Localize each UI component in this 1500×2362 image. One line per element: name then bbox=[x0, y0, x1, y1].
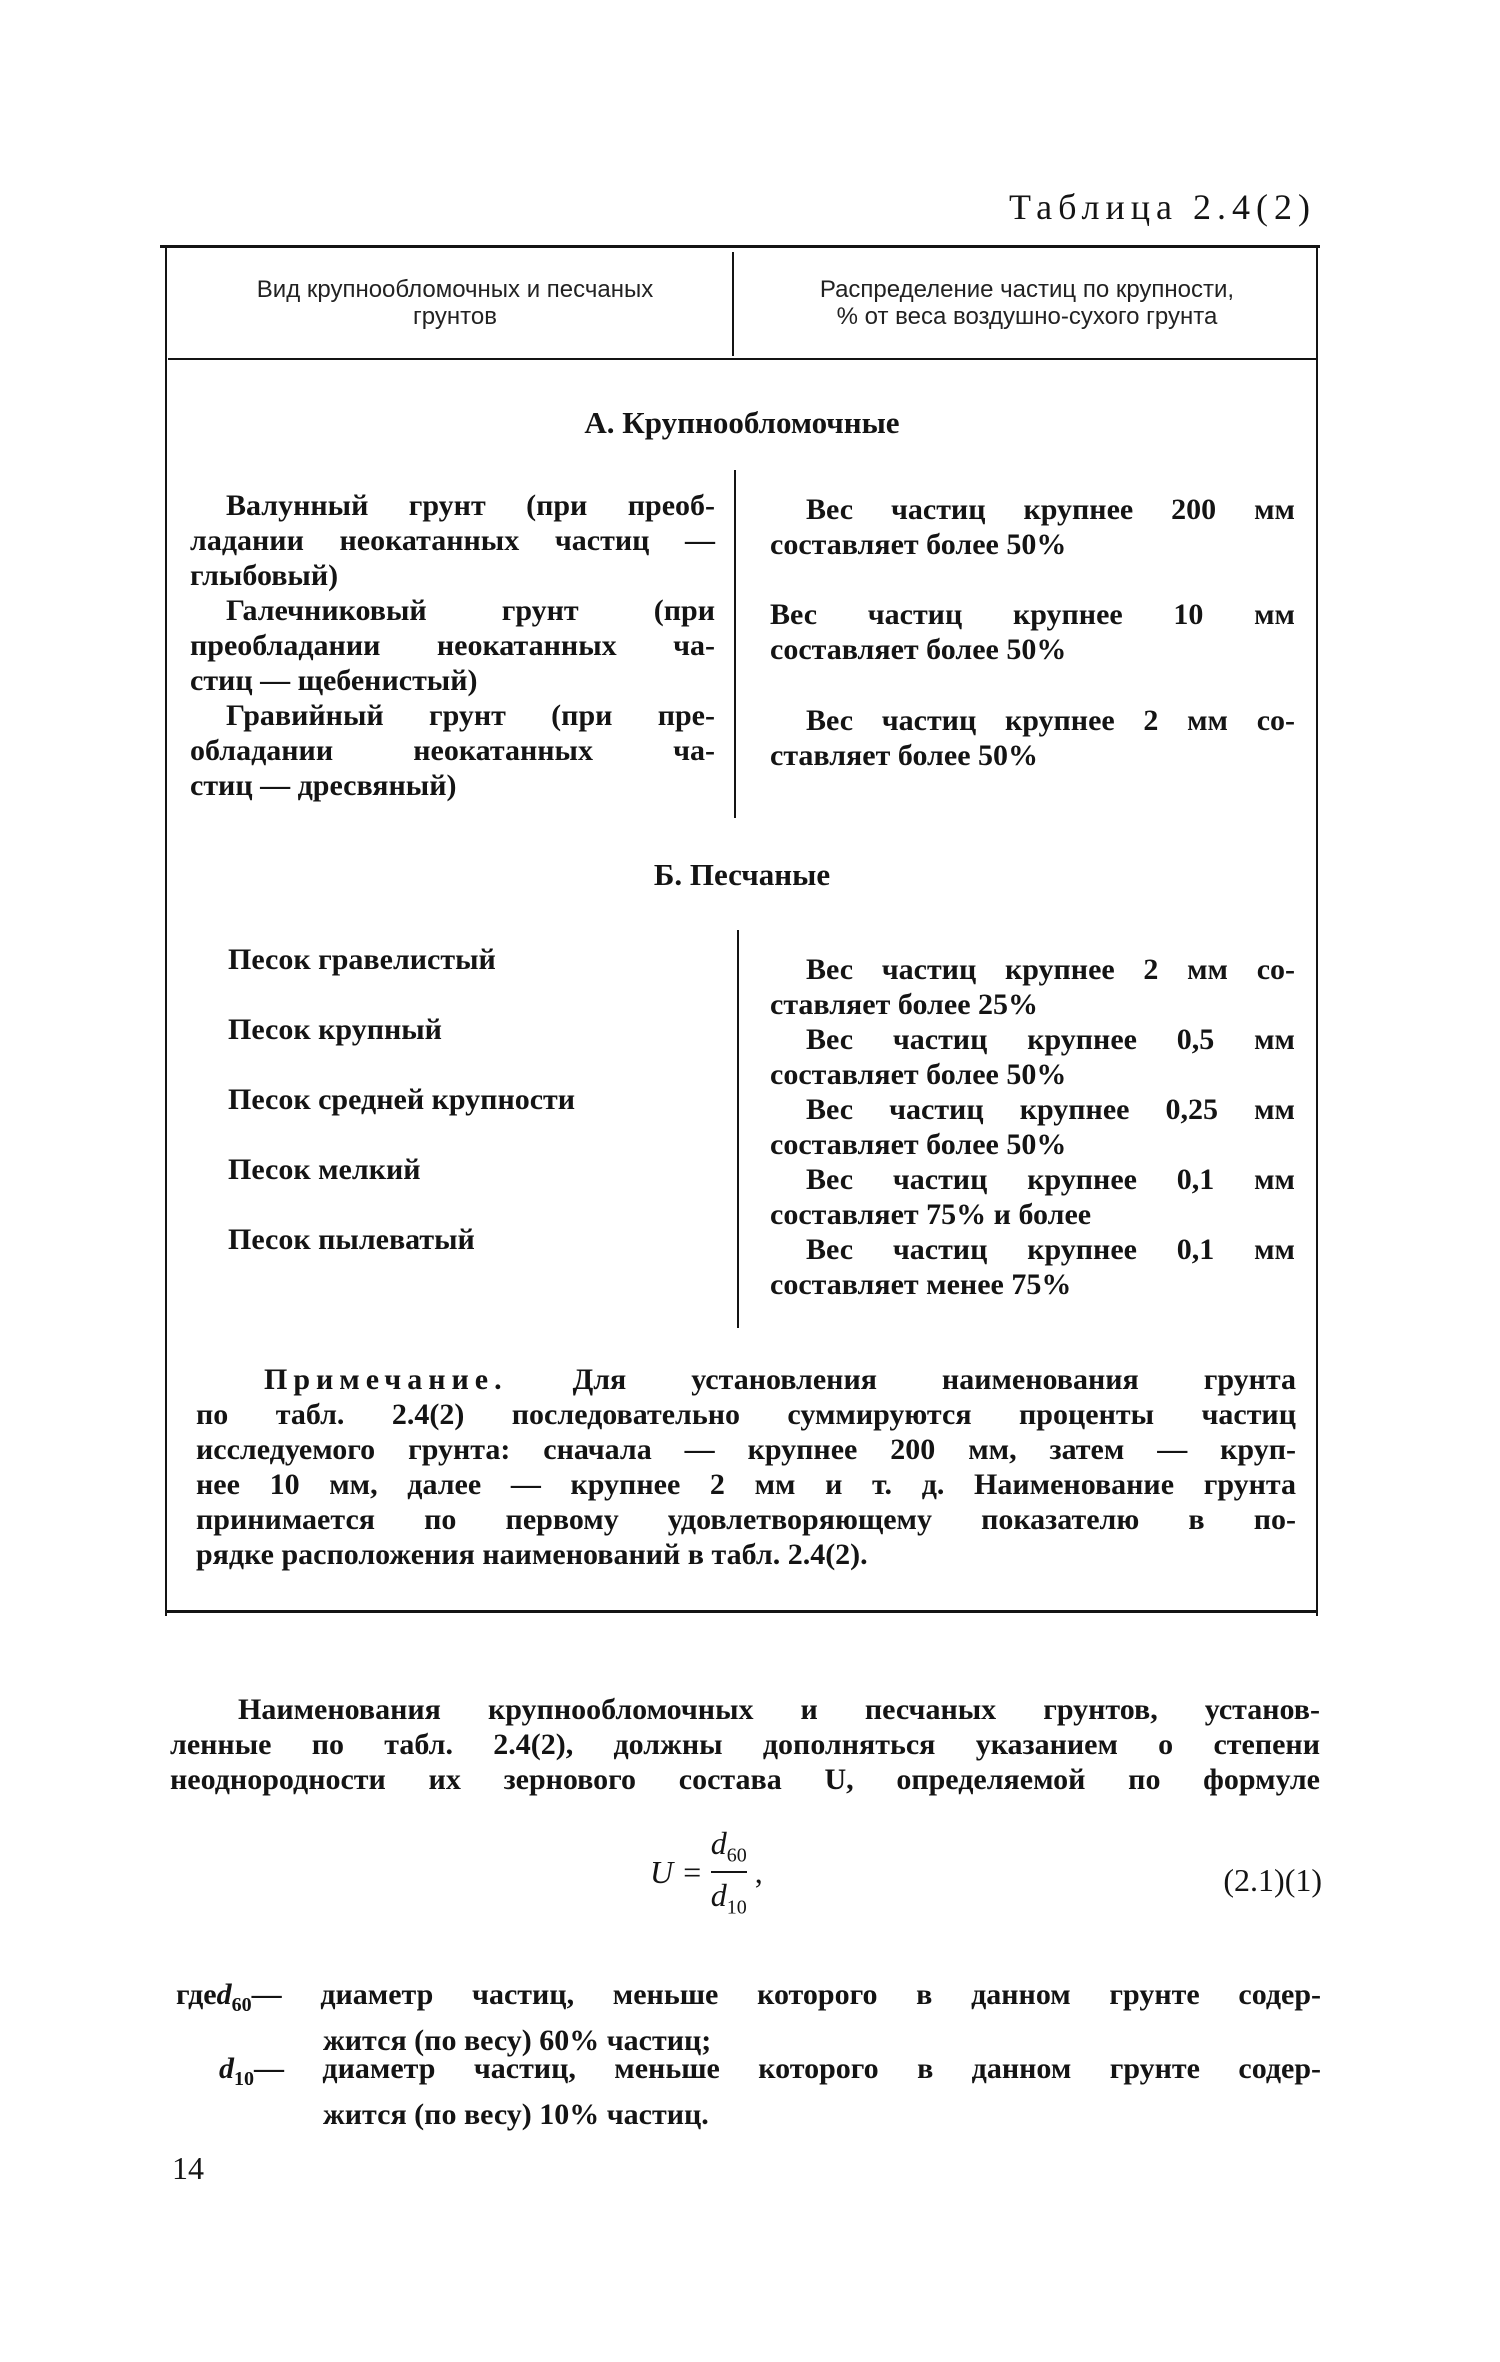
section-b-row: Песок мелкий bbox=[228, 1153, 421, 1186]
table-right-border bbox=[1316, 246, 1318, 1616]
page-number: 14 bbox=[172, 2150, 204, 2186]
body-paragraph: Наименования крупнообломочных и песчаных грунтов, установ- ленные по табл. 2.4(2), должны дополняться указанием о степени неоднородности их зернового состава U, определяемой по формуле bbox=[170, 1693, 1320, 1796]
note-label: Примечание. bbox=[264, 1363, 508, 1396]
column-header-soil-type: Вид крупнообломочных и песчаных грунтов bbox=[256, 276, 654, 330]
formula-fraction: $\frac{d_{60}}{d_{10}}$ bbox=[710, 1825, 747, 1919]
section-a-value: Вес частиц крупнее 200 мм составляет более 50% bbox=[770, 493, 1295, 561]
definition-d10: $d_{10}—$ диаметр частиц, меньше которого в данном грунте содер- жится (по весу) 10% частиц. bbox=[219, 2052, 1321, 2131]
section-b-title: Б. Песчаные bbox=[653, 857, 831, 892]
section-b-row: Песок крупный bbox=[228, 1013, 442, 1046]
section-b-row: Песок средней крупности bbox=[228, 1083, 576, 1116]
section-a-row: Валунный грунт (при преоб- ладании неокатанных частиц — глыбовый) Галечниковый грунт (при преобладании неокатанных ча- стиц — щебенистый) Гравийный грунт (при пре- обладании неокатанных ча- стиц — дресвяный) bbox=[190, 489, 715, 802]
section-a-value: Вес частиц крупнее 10 мм составляет более 50% bbox=[770, 598, 1295, 666]
definition-d60: гдеd$_{60}$— диаметр частиц, меньше которого в данном грунте содер- жится (по весу) 60% частиц; bbox=[176, 1978, 1321, 2057]
section-b-row: Песок гравелистый bbox=[228, 943, 496, 976]
header-bottom-rule bbox=[168, 358, 1316, 360]
section-b-value: Вес частиц крупнее 2 мм со- ставляет более 25% Вес частиц крупнее 0,5 мм составляет более 50% Вес частиц крупнее 0,25 мм составляет более 50% Вес частиц крупнее 0,1 мм составляет 75% и более Вес частиц крупнее 0,1 мм составляет менее 75% bbox=[770, 953, 1295, 1301]
formula: U = $\frac{d_{60}}{d_{10}}$ , bbox=[650, 1825, 763, 1919]
fraction-bar bbox=[711, 1871, 747, 1873]
section-b-row: Песок пылеватый bbox=[228, 1223, 475, 1256]
section-a-divider bbox=[734, 470, 736, 818]
section-a-title: А. Крупнообломочные bbox=[584, 405, 900, 440]
section-a-value: Вес частиц крупнее 2 мм со- ставляет более 50% bbox=[770, 704, 1295, 772]
column-header-distribution: Распределение частиц по крупности, % от веса воздушно-сухого грунта bbox=[819, 276, 1235, 330]
table-note: Примечание. Для установления наименования грунта по табл. 2.4(2) последовательно суммируются проценты частиц исследуемого грунта: сначала — крупнее 200 мм, затем — круп- нее 10 мм, далее — крупнее 2 мм и т. д. Наименование грунта принимается по первому удовлетворяющему показателю в по- рядке расположения наименований в табл. 2.4(2). bbox=[196, 1363, 1296, 1571]
section-b-divider bbox=[737, 930, 739, 1328]
table-top-rule bbox=[160, 245, 1320, 248]
formula-lhs: U = bbox=[650, 1853, 703, 1890]
table-left-border bbox=[165, 246, 167, 1616]
table-title: Таблица 2.4(2) bbox=[1009, 187, 1316, 227]
table-bottom-rule bbox=[165, 1610, 1318, 1613]
formula-number: (2.1)(1) bbox=[1223, 1862, 1322, 1898]
header-divider bbox=[732, 252, 734, 356]
